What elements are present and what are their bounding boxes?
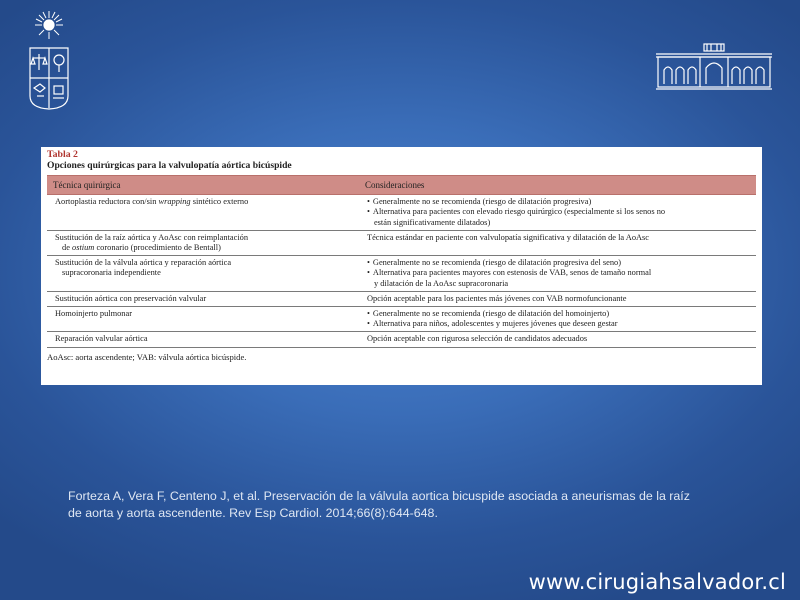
technique-cell: Aortoplastia reductora con/sin wrapping sintético externo bbox=[47, 195, 359, 231]
considerations-cell bbox=[359, 256, 756, 292]
table-row bbox=[47, 195, 756, 231]
technique-cell: Sustitución aórtica con preservación valvular bbox=[47, 291, 359, 306]
bullet-item: • Alternativa para pacientes con elevado riesgo quirúrgico (especialmente si los senos no bbox=[367, 207, 750, 217]
bullet-item: • Generalmente no se recomienda (riesgo de dilatación del homoinjerto) bbox=[367, 309, 750, 319]
consideration-text: Técnica estándar en paciente con valvulopatía significativa y dilatación de la AoAsc bbox=[366, 232, 650, 242]
table-row bbox=[47, 256, 756, 292]
technique-cell: Sustitución de la raíz aórtica y AoAsc con reimplantación de ostium coronario (procedimiento de Bentall) bbox=[47, 230, 359, 255]
table-row bbox=[47, 307, 756, 332]
table-card bbox=[41, 147, 762, 385]
considerations-cell: Opción aceptable con rigurosa selección de candidatos adecuados bbox=[359, 332, 756, 347]
technique-cell: Reparación valvular aórtica bbox=[47, 332, 359, 347]
bullet-item: • Generalmente no se recomienda (riesgo de dilatación progresiva del seno) bbox=[367, 258, 750, 268]
table-header-row bbox=[47, 176, 756, 195]
surgical-options-table bbox=[47, 175, 756, 348]
considerations-cell bbox=[359, 230, 756, 255]
university-crest-icon bbox=[26, 8, 72, 110]
considerations-cell: Opción aceptable para los pacientes más jóvenes con VAB normofuncionante bbox=[359, 291, 756, 306]
table-caption bbox=[47, 149, 756, 171]
column-header-technique: Técnica quirúrgica bbox=[47, 176, 359, 195]
considerations-cell bbox=[359, 195, 756, 231]
table-row bbox=[47, 230, 756, 255]
site-url: www.cirugiahsalvador.cl bbox=[528, 570, 786, 594]
bullet-continuation: están significativamente dilatados) bbox=[373, 217, 491, 227]
technique-cell: Sustitución de la válvula aórtica y reparación aórtica supracoronaria independiente bbox=[47, 256, 359, 292]
table-row bbox=[47, 291, 756, 306]
citation bbox=[68, 488, 768, 522]
citation-line-1: Forteza A, Vera F, Centeno J, et al. Preservación de la válvula aortica bicuspide asociada a aneurismas de la raíz bbox=[68, 489, 690, 503]
table-number: Tabla 2 bbox=[47, 149, 78, 160]
considerations-cell bbox=[359, 307, 756, 332]
table-row bbox=[47, 332, 756, 347]
bullet-item: • Alternativa para niños, adolescentes y mujeres jóvenes que deseen gestar bbox=[367, 319, 750, 329]
bullet-item: • Generalmente no se recomienda (riesgo de dilatación progresiva) bbox=[367, 197, 750, 207]
table-title: Opciones quirúrgicas para la valvulopatía aórtica bicúspide bbox=[47, 160, 292, 171]
table-footnote: AoAsc: aorta ascendente; VAB: válvula aórtica bicúspide. bbox=[47, 351, 247, 362]
hospital-building-icon bbox=[654, 42, 774, 92]
technique-cell: Homoinjerto pulmonar bbox=[47, 307, 359, 332]
citation-line-2: de aorta y aorta ascendente. Rev Esp Cardiol. 2014;66(8):644-648. bbox=[68, 506, 438, 520]
column-header-considerations: Consideraciones bbox=[359, 176, 756, 195]
bullet-item: • Alternativa para pacientes mayores con estenosis de VAB, senos de tamaño normal bbox=[367, 268, 750, 278]
bullet-continuation: y dilatación de la AoAsc supracoronaria bbox=[373, 278, 509, 288]
